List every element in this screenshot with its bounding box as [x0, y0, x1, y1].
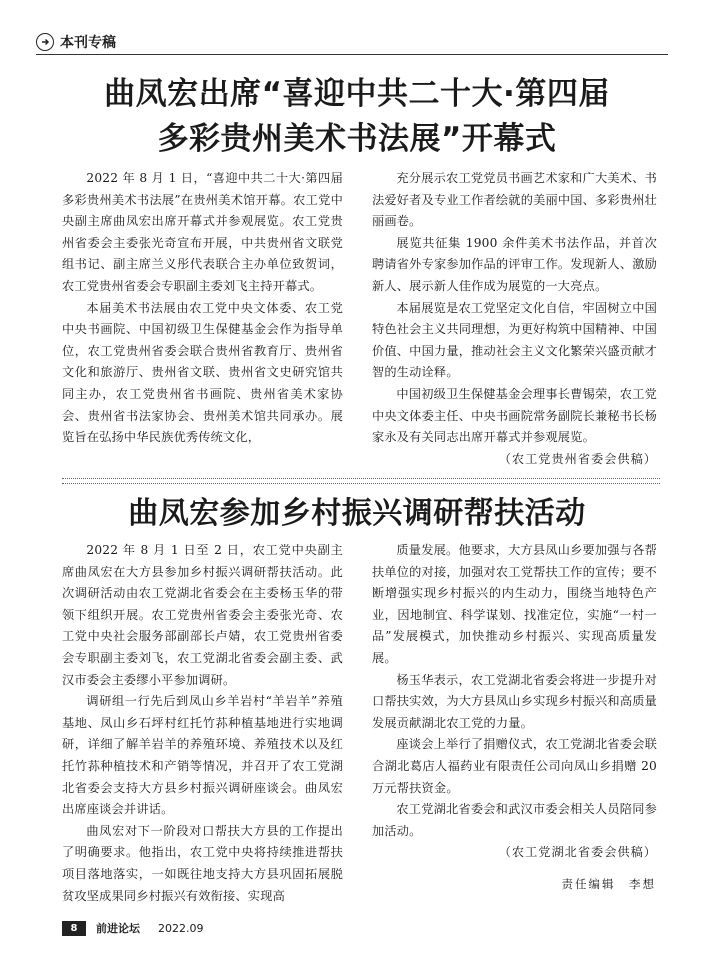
- magazine-name: 前进论坛: [96, 922, 140, 935]
- paragraph: 充分展示农工党党员书画艺术家和广大美术、书法爱好者及专业工作者绘就的美丽中国、多彩贵州壮丽画卷。: [372, 171, 657, 229]
- paragraph: 本届美术书法展由农工党中央文体委、农工党中央书画院、中国初级卫生保健基金会作为指导单位，农工党贵州省委会联合贵州省教育厅、贵州省文化和旅游厅、贵州省文联、贵州省文史研究馆共同主办，农工党贵州省书画院、贵州省美术家协会、贵州省书法家协会、贵州美术馆共同承办。展览旨在弘扬中华民族优秀传统文化，: [62, 300, 343, 445]
- page-footer: [62, 919, 204, 937]
- article1-right-column: [372, 168, 657, 470]
- paragraph: 展览共征集 1900 余件美术书法作品，并首次聘请省外专家参加作品的评审工作。发现新人、激励新人、展示新人佳作成为展览的一大亮点。: [372, 235, 657, 293]
- paragraph: 调研组一行先后到凤山乡羊岩村“羊岩羊”养殖基地、凤山乡石坪村红托竹荪种植基地进行实地调研，详细了解羊岩羊的养殖环境、养殖技术以及红托竹荪种植技术和产销等情况，并召开了农工党湖北省委会支持大方县乡村振兴调研座谈会。曲凤宏出席座谈会并讲话。: [62, 694, 343, 817]
- article1-left-column: [62, 168, 343, 449]
- article2-title: 曲凤宏参加乡村振兴调研帮扶活动: [128, 496, 586, 531]
- article2-right-column: [372, 540, 657, 864]
- article1-source: （农工党贵州省委会供稿）: [498, 451, 657, 466]
- article2-left-column: [62, 540, 343, 907]
- editor-credit: 责任编辑 李想: [561, 877, 656, 891]
- paragraph: 杨玉华表示，农工党湖北省委会将进一步提升对口帮扶实效，为大方县凤山乡实现乡村振兴和高质量发展贡献湖北农工党的力量。: [372, 672, 657, 730]
- article2-source: （农工党湖北省委会供稿）: [498, 845, 657, 860]
- article1-title-line2: 多彩贵州美术书法展”开幕式: [157, 121, 557, 157]
- issue-number: 2022.09: [158, 921, 204, 935]
- paragraph: 2022 年 8 月 1 日至 2 日，农工党中央副主席曲凤宏在大方县参加乡村振兴调研帮扶活动。此次调研活动由农工党湖北省委会在主委杨玉华的带领下组织开展。农工党贵州省委会主委张光奇、农工党中央社会服务部副部长卢婧，农工党贵州省委会专职副主委刘飞，农工党湖北省委会副主委、武汉市委会主委缪小平参加调研。: [62, 543, 343, 687]
- paragraph: 曲凤宏对下一阶段对口帮扶大方县的工作提出了明确要求。他指出，农工党中央将持续推进帮扶项目落地落实，一如既往地支持大方县巩固拓展脱贫攻坚成果同乡村振兴有效衔接、实现高: [62, 823, 343, 903]
- section-title: 本刊专稿: [60, 35, 116, 51]
- arrow-right-circle-icon: [36, 33, 54, 51]
- section-header: [36, 30, 668, 55]
- article1-title: [36, 72, 678, 162]
- paragraph: 中国初级卫生保健基金会理事长曹锡荣，农工党中央文体委主任、中央书画院常务副院长兼秘书长杨家永及有关同志出席开幕式并参观展览。: [372, 386, 657, 445]
- page-number: 8: [62, 921, 86, 936]
- paragraph: 农工党湖北省委会和武汉市委会相关人员陪同参加活动。: [372, 802, 657, 838]
- article-divider: [62, 478, 660, 484]
- article1-title-line1: 曲凤宏出席“喜迎中共二十大·第四届: [104, 76, 610, 112]
- paragraph: 2022 年 8 月 1 日，“喜迎中共二十大·第四届多彩贵州美术书法展”在贵州美术馆开幕。农工党中央副主席曲凤宏出席开幕式并参观展览。农工党贵州省委会主委张光奇宣布开展，中共贵州省文联党组书记、副主席兰义彤代表联合主办单位致贺词，农工党贵州省委会专职副主委刘飞主持开幕式。: [62, 171, 343, 293]
- paragraph: 座谈会上举行了捐赠仪式，农工党湖北省委会联合湖北葛店人福药业有限责任公司向凤山乡捐赠 20 万元帮扶资金。: [372, 737, 657, 795]
- paragraph: 本届展览是农工党坚定文化自信，牢固树立中国特色社会主义共同理想，为更好构筑中国精神、中国价值、中国力量，推动社会主义文化繁荣兴盛贡献才智的生动诠释。: [372, 300, 657, 380]
- paragraph: 质量发展。他要求，大方县凤山乡要加强与各帮扶单位的对接，加强对农工党帮扶工作的宣传；要不断增强实现乡村振兴的内生动力，围绕当地特色产业，因地制宜、科学谋划、找准定位，实施“一村一品”发展模式，加快推动乡村振兴、实现高质量发展。: [372, 543, 657, 665]
